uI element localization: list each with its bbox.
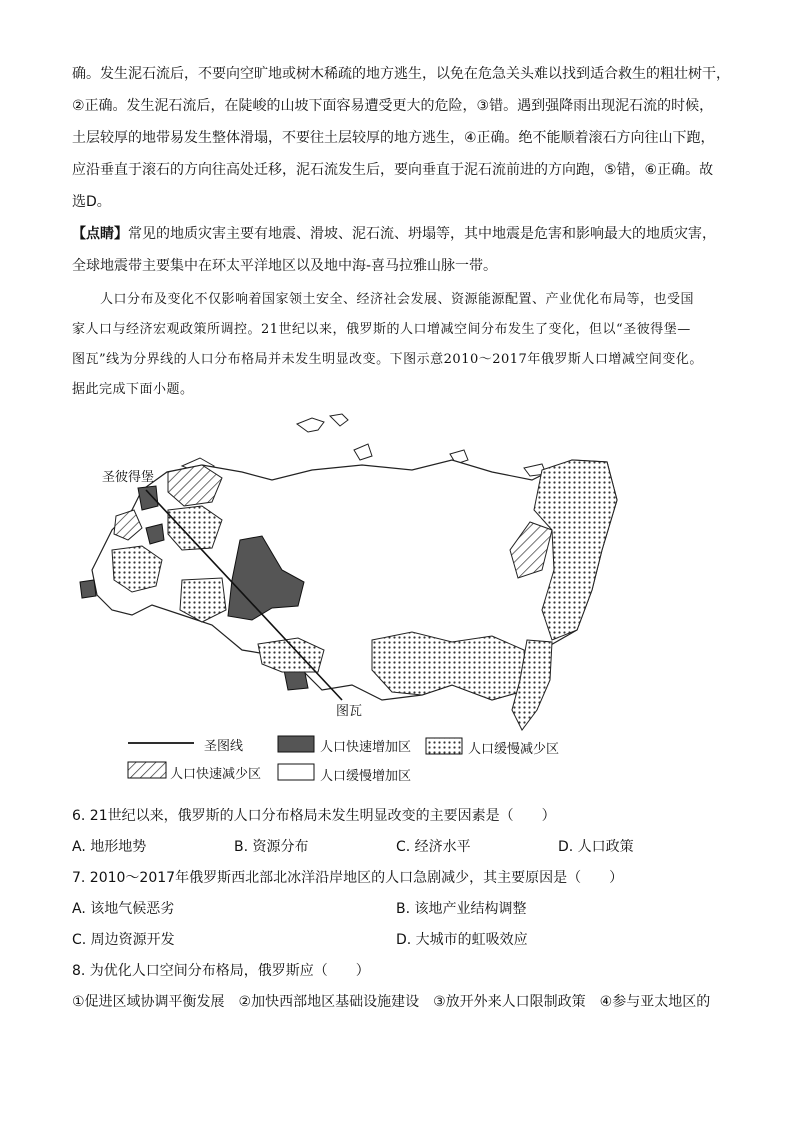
legend-fast-decrease-swatch bbox=[128, 762, 166, 778]
tip-tag: 【点睛】 bbox=[72, 226, 128, 242]
q6-option-a[interactable]: A. 地形地势 bbox=[72, 839, 147, 855]
label-st-petersburg: 圣彼得堡 bbox=[102, 470, 155, 485]
question-6-stem: 6. 21世纪以来，俄罗斯的人口分布格局未发生明显改变的主要因素是（ ） bbox=[72, 808, 556, 824]
tip-line-2: 全球地震带主要集中在环太平洋地区以及地中海-喜马拉雅山脉一带。 bbox=[72, 258, 498, 274]
explanation-line-2: ②正确。发生泥石流后，在陡峻的山坡下面容易遭受更大的危险，③错。遇到强降雨出现泥石流的时候， bbox=[72, 98, 714, 114]
question-6-options bbox=[72, 837, 732, 857]
region-slow-decrease-siberia bbox=[372, 632, 527, 700]
question-7-options-row1 bbox=[72, 899, 732, 919]
passage-line-2: 家人口与经济宏观政策所调控。21世纪以来，俄罗斯的人口增减空间分布发生了变化，但以“圣彼得堡— bbox=[72, 322, 691, 337]
explanation-line-4: 应沿垂直于滚石的方向往高处迁移，泥石流发生后，要向垂直于泥石流前进的方向跑，⑤错，⑥正确。故 bbox=[72, 162, 714, 178]
label-tuva: 图瓦 bbox=[336, 704, 363, 719]
passage-line-3: 图瓦”线为分界线的人口分布格局并未发生明显改变。下图示意2010～2017年俄罗斯人口增减空间变化。 bbox=[72, 352, 703, 367]
map-svg bbox=[72, 410, 632, 790]
q6-option-c[interactable]: C. 经济水平 bbox=[396, 839, 471, 855]
region-fast-increase-spb bbox=[138, 486, 158, 510]
tip-text-1: 常见的地质灾害主要有地震、滑坡、泥石流、坍塌等，其中地震是危害和影响最大的地质灾害， bbox=[128, 226, 716, 242]
q7-option-a[interactable]: A. 该地气候恶劣 bbox=[72, 901, 175, 917]
question-7-options-row2 bbox=[72, 930, 732, 950]
q7-option-b[interactable]: B. 该地产业结构调整 bbox=[396, 901, 527, 917]
q7-option-c[interactable]: C. 周边资源开发 bbox=[72, 932, 175, 948]
q6-option-b[interactable]: B. 资源分布 bbox=[234, 839, 309, 855]
question-8-items: ①促进区域协调平衡发展 ②加快西部地区基础设施建设 ③放开外来人口限制政策 ④参与亚太地区的 bbox=[72, 994, 711, 1010]
legend-slow-decrease-label: 人口缓慢减少区 bbox=[468, 742, 560, 757]
explanation-line-1: 确。发生泥石流后，不要向空旷地或树木稀疏的地方逃生，以免在危急关头难以找到适合救生的粗壮树干， bbox=[72, 66, 730, 82]
legend-line-label: 圣图线 bbox=[204, 739, 244, 754]
question-8-stem: 8. 为优化人口空间分布格局，俄罗斯应（ ） bbox=[72, 963, 370, 979]
legend-fast-increase-label: 人口快速增加区 bbox=[320, 740, 412, 755]
russia-population-map bbox=[72, 410, 632, 790]
legend-fast-decrease-label: 人口快速减少区 bbox=[170, 767, 262, 782]
legend-slow-increase-swatch bbox=[278, 764, 314, 780]
explanation-line-3: 土层较厚的地带易发生整体滑塌，不要往土层较厚的地方逃生，④正确。绝不能顺着滚石方向往山下跑， bbox=[72, 130, 715, 146]
passage-line-1: 人口分布及变化不仅影响着国家领土安全、经济社会发展、资源能源配置、产业优化布局等，也受国 bbox=[100, 292, 695, 307]
legend-fast-increase-swatch bbox=[278, 736, 314, 752]
legend-slow-increase-label: 人口缓慢增加区 bbox=[320, 769, 412, 784]
question-7-stem: 7. 2010～2017年俄罗斯西北部北冰洋沿岸地区的人口急剧减少，其主要原因是（ ） bbox=[72, 870, 624, 886]
explanation-line-5: 选D。 bbox=[72, 194, 111, 210]
legend-slow-decrease-swatch bbox=[426, 738, 462, 754]
tip-line-1 bbox=[72, 224, 716, 244]
region-fast-increase-west bbox=[80, 580, 96, 598]
q7-option-d[interactable]: D. 大城市的虹吸效应 bbox=[396, 932, 528, 948]
q6-option-d[interactable]: D. 人口政策 bbox=[558, 839, 634, 855]
passage-line-4: 据此完成下面小题。 bbox=[72, 382, 194, 397]
